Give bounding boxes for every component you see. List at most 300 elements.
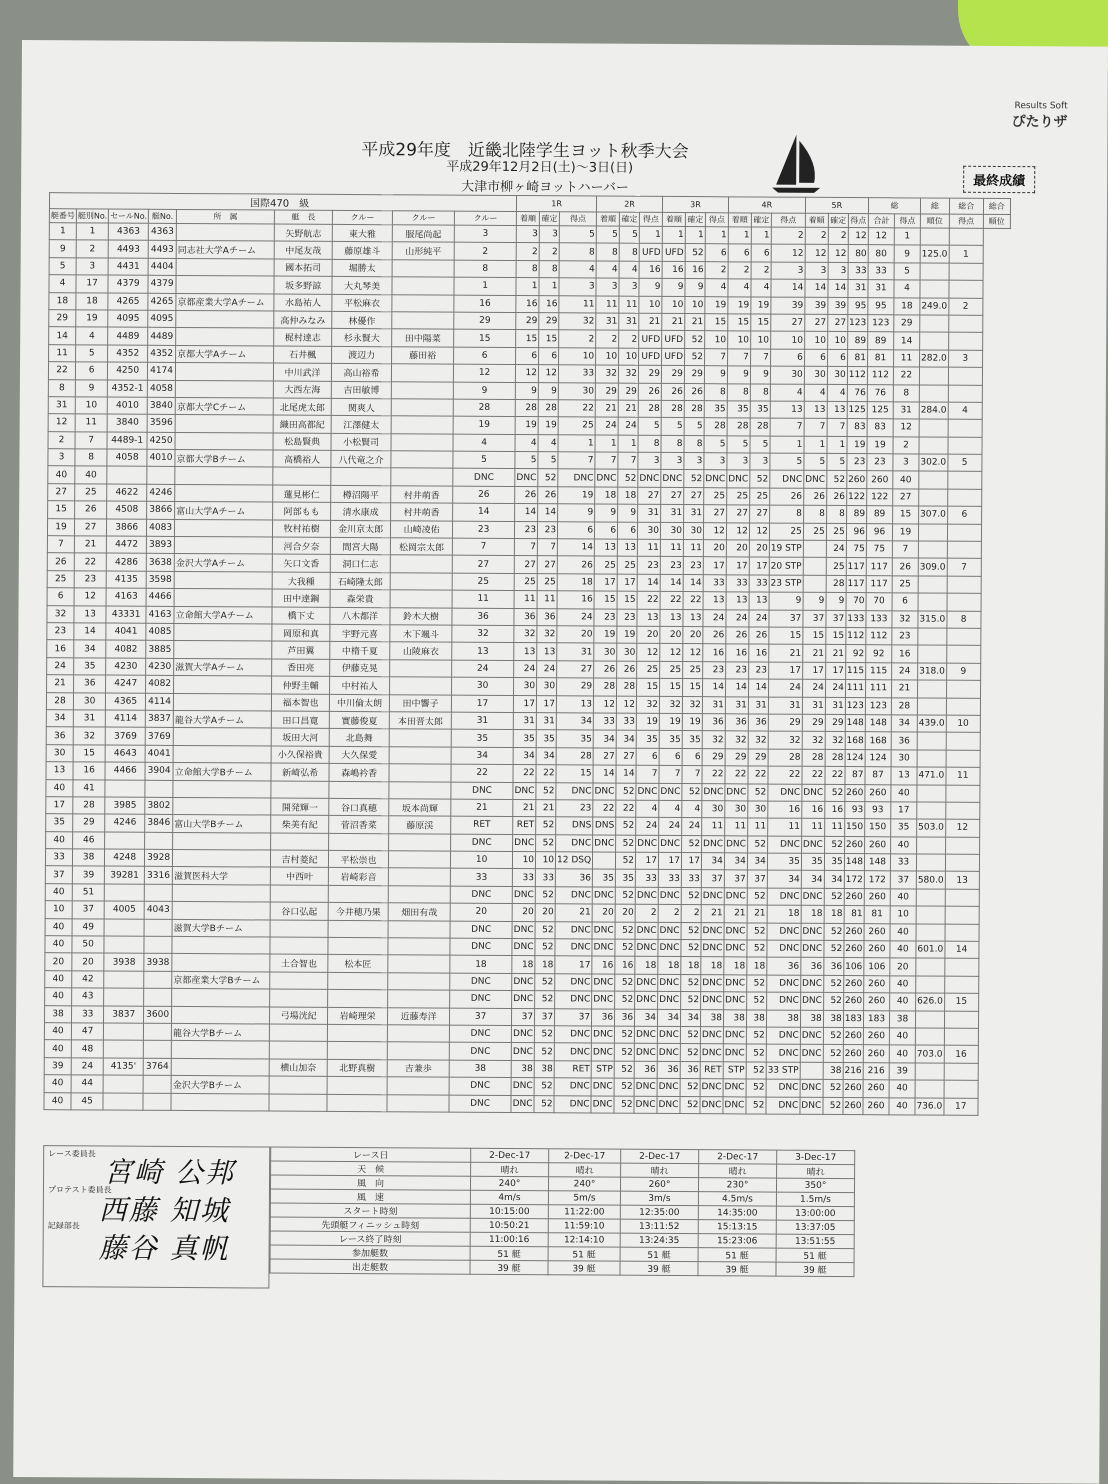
- table-cell: [175, 380, 273, 398]
- info-cell: 11:59:10: [548, 1219, 620, 1233]
- table-cell: 16: [539, 295, 559, 313]
- table-cell: [392, 277, 454, 295]
- table-cell: 11: [452, 590, 514, 608]
- table-cell: 1: [662, 226, 685, 244]
- table-cell: 28: [704, 418, 727, 436]
- table-cell: 23: [892, 628, 918, 646]
- table-cell: 18: [681, 957, 701, 975]
- table-cell: 森栄貴: [330, 590, 390, 608]
- table-cell: DNC: [658, 939, 681, 957]
- table-cell: 7: [75, 432, 107, 450]
- table-cell: RET: [513, 817, 536, 835]
- table-cell: 5: [638, 418, 661, 436]
- table-cell: [944, 1080, 978, 1098]
- info-label: 天 候: [271, 1161, 471, 1176]
- table-cell: 31: [848, 280, 868, 298]
- table-cell: 40: [889, 1028, 915, 1046]
- table-cell: 7: [892, 541, 918, 559]
- table-cell: 33 STP: [766, 1062, 800, 1080]
- table-cell: 20: [637, 626, 660, 644]
- table-cell: 87: [865, 767, 891, 785]
- table-cell: 6: [947, 506, 981, 524]
- table-cell: DNC: [451, 834, 513, 852]
- table-cell: 30: [660, 522, 683, 540]
- table-cell: [946, 646, 980, 664]
- table-cell: 18: [535, 956, 555, 974]
- table-cell: 28: [768, 749, 802, 767]
- table-cell: [946, 785, 980, 803]
- table-cell: 4493: [148, 241, 176, 259]
- table-cell: 1: [539, 278, 559, 296]
- race-5-sub-1: 確定: [828, 213, 848, 227]
- table-cell: DNC: [511, 1043, 534, 1061]
- table-cell: 3: [771, 262, 805, 280]
- info-cell: 13:00:00: [776, 1206, 854, 1220]
- table-cell: 172: [844, 871, 864, 889]
- table-cell: [387, 1094, 449, 1112]
- table-cell: DNC: [723, 992, 746, 1010]
- table-cell: 26: [75, 501, 107, 519]
- table-cell: 37: [826, 610, 846, 628]
- info-cell: 15:23:06: [698, 1234, 776, 1248]
- table-cell: [948, 437, 982, 455]
- table-cell: 123: [865, 697, 891, 715]
- table-cell: 43331: [106, 606, 146, 624]
- info-cell: 3m/s: [620, 1191, 698, 1205]
- table-cell: 4: [76, 327, 108, 345]
- info-cell: 2-Dec-17: [471, 1148, 549, 1162]
- table-cell: 111: [865, 680, 891, 698]
- table-cell: 25: [75, 484, 107, 502]
- info-cell: 晴れ: [549, 1163, 621, 1177]
- table-cell: 大久保愛: [329, 746, 389, 764]
- table-cell: [920, 263, 949, 281]
- table-cell: DNC: [450, 938, 512, 956]
- table-cell: DNC: [701, 940, 724, 958]
- table-cell: 13: [726, 592, 749, 610]
- table-cell: 52: [681, 887, 701, 905]
- table-cell: 29: [661, 366, 684, 384]
- table-cell: 21: [769, 644, 803, 662]
- table-cell: 35: [556, 730, 593, 748]
- table-cell: 4352: [108, 345, 148, 363]
- table-cell: 17: [802, 662, 825, 680]
- table-cell: [946, 698, 980, 716]
- table-cell: 11: [683, 540, 703, 558]
- table-cell: DNC: [554, 1026, 591, 1044]
- info-cell: 39 艇: [620, 1261, 698, 1275]
- table-cell: 9: [75, 379, 107, 397]
- table-cell: 18: [595, 487, 618, 505]
- table-cell: 52: [823, 1045, 843, 1063]
- table-cell: 4043: [144, 901, 172, 919]
- table-cell: 30: [702, 801, 725, 819]
- table-cell: 24: [618, 417, 638, 435]
- table-cell: 28: [594, 678, 617, 696]
- table-cell: 260: [847, 471, 867, 489]
- table-cell: 國本拓司: [274, 259, 332, 277]
- table-cell: [391, 468, 453, 486]
- table-cell: 52: [825, 784, 845, 802]
- table-cell: 28: [73, 797, 105, 815]
- table-cell: 27: [661, 487, 684, 505]
- table-cell: 52: [827, 471, 847, 489]
- table-cell: 27: [452, 556, 514, 574]
- table-cell: 19: [636, 713, 659, 731]
- table-cell: [171, 1058, 269, 1076]
- table-cell: DNC: [724, 888, 747, 906]
- table-cell: 35: [592, 869, 615, 887]
- table-cell: 17: [451, 695, 513, 713]
- table-cell: 23: [538, 521, 558, 539]
- table-cell: 31: [638, 505, 661, 523]
- info-cell: 51 艇: [470, 1246, 548, 1260]
- table-cell: DNC: [512, 921, 535, 939]
- table-cell: 106: [864, 958, 890, 976]
- table-cell: 谷口弘起: [270, 902, 328, 920]
- table-cell: 京都大学Aチーム: [176, 345, 274, 363]
- table-cell: 6: [682, 748, 702, 766]
- table-cell: [172, 902, 270, 920]
- table-cell: DNC: [700, 1044, 723, 1062]
- table-cell: 11: [946, 767, 980, 785]
- table-cell: DNC: [511, 1025, 534, 1043]
- table-cell: 32: [748, 731, 768, 749]
- table-cell: 23: [47, 623, 74, 641]
- table-cell: 4082: [146, 675, 174, 693]
- table-cell: [388, 868, 450, 886]
- table-cell: 37: [512, 1008, 535, 1026]
- table-cell: 16: [615, 957, 635, 975]
- team-total-header: 総合: [949, 198, 983, 214]
- table-cell: 龍谷大学Bチーム: [171, 1023, 269, 1041]
- table-cell: [327, 1077, 387, 1095]
- table-cell: 148: [865, 715, 891, 733]
- table-cell: 25: [660, 661, 683, 679]
- table-cell: [328, 885, 388, 903]
- info-label: スタート時刻: [270, 1203, 470, 1218]
- table-cell: 芦田翼: [272, 641, 330, 659]
- table-cell: 平松麻衣: [332, 294, 392, 312]
- table-cell: 27: [893, 489, 919, 507]
- table-cell: 52: [824, 888, 844, 906]
- table-cell: 9: [639, 278, 662, 296]
- table-cell: 122: [846, 488, 866, 506]
- table-cell: 4230: [106, 658, 146, 676]
- table-cell: 52: [824, 836, 844, 854]
- table-cell: UFD: [662, 331, 685, 349]
- table-cell: 4: [559, 261, 596, 279]
- table-cell: [145, 780, 173, 798]
- table-cell: 117: [866, 575, 892, 593]
- table-cell: 32: [73, 727, 105, 745]
- table-cell: 横山加奈: [269, 1059, 327, 1077]
- table-cell: 33: [868, 262, 894, 280]
- table-cell: 宇野元喜: [330, 624, 390, 642]
- table-cell: 38: [44, 1005, 71, 1023]
- race-5-header: 5R: [805, 197, 868, 213]
- table-cell: 52: [685, 331, 705, 349]
- table-cell: DNC: [801, 940, 824, 958]
- table-cell: 水島祐人: [274, 294, 332, 312]
- table-cell: 今井穂乃果: [328, 903, 388, 921]
- table-cell: [918, 645, 947, 663]
- table-cell: 4114: [106, 710, 146, 728]
- table-cell: 25: [769, 523, 803, 541]
- table-cell: DNC: [449, 1025, 511, 1043]
- table-cell: 15: [516, 330, 539, 348]
- table-cell: 3: [454, 225, 516, 243]
- table-cell: 17: [594, 574, 617, 592]
- table-cell: 40: [44, 1092, 71, 1110]
- table-cell: 15: [893, 506, 919, 524]
- table-cell: [918, 541, 947, 559]
- table-cell: 52: [747, 923, 767, 941]
- table-cell: 40: [889, 1097, 915, 1115]
- table-cell: 1: [618, 435, 638, 453]
- table-cell: 29: [768, 714, 802, 732]
- table-cell: 16: [768, 801, 802, 819]
- table-cell: 260: [843, 975, 863, 993]
- table-cell: 16: [454, 295, 516, 313]
- table-cell: [947, 593, 981, 611]
- table-cell: 4246: [105, 814, 145, 832]
- table-cell: 4114: [146, 693, 174, 711]
- table-cell: 36: [634, 1061, 657, 1079]
- table-cell: 33: [71, 1005, 103, 1023]
- table-cell: 36: [891, 732, 917, 750]
- table-cell: 34: [635, 1009, 658, 1027]
- table-cell: 40: [890, 836, 916, 854]
- table-cell: 40: [46, 779, 73, 797]
- table-cell: 52: [684, 348, 704, 366]
- table-cell: 4010: [147, 449, 175, 467]
- table-cell: [920, 228, 949, 246]
- table-cell: 18: [824, 906, 844, 924]
- table-cell: 4041: [145, 745, 173, 763]
- table-cell: 12: [749, 523, 769, 541]
- table-cell: 24: [659, 818, 682, 836]
- table-cell: 20: [615, 904, 635, 922]
- table-cell: 34: [891, 715, 917, 733]
- table-cell: 2: [539, 243, 559, 261]
- table-cell: 3769: [105, 727, 145, 745]
- table-cell: 34: [701, 853, 724, 871]
- table-cell: 23: [867, 454, 893, 472]
- table-cell: 20: [535, 904, 555, 922]
- table-cell: 12: [538, 365, 558, 383]
- table-cell: 4: [948, 402, 982, 420]
- table-cell: 18: [658, 957, 681, 975]
- table-cell: 橋下丈: [272, 607, 330, 625]
- table-cell: [945, 802, 979, 820]
- table-cell: [803, 575, 826, 593]
- table-cell: 27: [827, 314, 847, 332]
- table-cell: 28: [826, 575, 846, 593]
- table-cell: [387, 1042, 449, 1060]
- table-cell: 16: [592, 956, 615, 974]
- table-cell: 17: [768, 662, 802, 680]
- table-cell: 4250: [147, 432, 175, 450]
- race-1-sub-1: 確定: [539, 212, 559, 226]
- table-cell: 6: [558, 521, 595, 539]
- table-cell: 52: [747, 940, 767, 958]
- table-cell: 22: [893, 367, 919, 385]
- table-cell: 32: [452, 625, 514, 643]
- table-cell: [104, 1023, 144, 1041]
- table-cell: 28: [638, 400, 661, 418]
- table-cell: 18: [557, 574, 594, 592]
- table-cell: 阿部もも: [273, 502, 331, 520]
- table-cell: 168: [865, 732, 891, 750]
- table-cell: 14: [683, 574, 703, 592]
- table-cell: [328, 937, 388, 955]
- table-cell: 10: [45, 901, 72, 919]
- table-cell: 31: [619, 313, 639, 331]
- table-cell: 22: [637, 591, 660, 609]
- table-cell: 1: [454, 277, 516, 295]
- table-cell: 21: [662, 313, 685, 331]
- table-cell: [391, 399, 453, 417]
- table-cell: [917, 750, 946, 768]
- table-cell: 15: [637, 678, 660, 696]
- table-cell: 16: [825, 801, 845, 819]
- table-cell: 13: [617, 539, 637, 557]
- table-cell: 13: [660, 609, 683, 627]
- table-cell: 31: [825, 697, 845, 715]
- table-cell: 40: [45, 884, 72, 902]
- table-cell: 33: [726, 575, 749, 593]
- table-cell: 124: [865, 749, 891, 767]
- table-cell: 吉田敏博: [331, 381, 391, 399]
- table-cell: 菅沼香菜: [329, 816, 389, 834]
- table-cell: [919, 367, 948, 385]
- table-cell: 13: [683, 609, 703, 627]
- table-cell: 33: [635, 870, 658, 888]
- table-cell: 21: [724, 905, 747, 923]
- table-cell: 大西左海: [273, 381, 331, 399]
- table-cell: 10: [619, 348, 639, 366]
- table-cell: 35: [801, 853, 824, 871]
- table-cell: 52: [535, 921, 555, 939]
- table-cell: 9: [704, 366, 727, 384]
- brand-logo: [1011, 101, 1067, 131]
- table-cell: 92: [866, 645, 892, 663]
- table-cell: 30: [594, 643, 617, 661]
- table-cell: 30: [452, 677, 514, 695]
- table-cell: [387, 1025, 449, 1043]
- table-cell: 52: [746, 1096, 766, 1114]
- table-cell: 36: [680, 1061, 700, 1079]
- table-cell: 石井楓: [274, 346, 332, 364]
- table-cell: 52: [750, 470, 770, 488]
- table-cell: 1: [76, 223, 108, 241]
- table-cell: 八木都洋: [330, 607, 390, 625]
- table-cell: 24: [749, 610, 769, 628]
- table-cell: 開発輝一: [271, 798, 329, 816]
- table-cell: 鈴木大樹: [390, 607, 452, 625]
- table-cell: [172, 1006, 270, 1024]
- table-cell: 52: [747, 836, 767, 854]
- table-cell: 260: [864, 889, 890, 907]
- table-cell: 11: [748, 818, 768, 836]
- table-cell: 1: [728, 227, 751, 245]
- table-cell: 23: [453, 521, 515, 539]
- table-cell: 10: [750, 331, 770, 349]
- table-cell: 124: [845, 749, 865, 767]
- brand-line2: ぴたりザ: [1011, 114, 1068, 131]
- table-cell: 39: [805, 297, 828, 315]
- table-cell: 52: [534, 1095, 554, 1113]
- table-cell: 19: [594, 626, 617, 644]
- table-cell: 19: [867, 436, 893, 454]
- table-cell: 田口昌寛: [271, 711, 329, 729]
- table-cell: 畑田有哉: [388, 903, 450, 921]
- table-cell: 32: [618, 365, 638, 383]
- table-cell: 38: [700, 1009, 723, 1027]
- table-cell: 松島賢典: [273, 433, 331, 451]
- table-cell: 24: [726, 609, 749, 627]
- table-cell: 2: [828, 227, 848, 245]
- table-cell: 36: [748, 714, 768, 732]
- table-cell: [919, 385, 948, 403]
- table-cell: DNC: [592, 974, 615, 992]
- table-cell: 40: [44, 1040, 71, 1058]
- table-cell: [174, 571, 272, 589]
- table-cell: 27: [638, 487, 661, 505]
- table-cell: 35: [891, 819, 917, 837]
- table-cell: 東大雅: [332, 224, 392, 242]
- table-cell: [390, 573, 452, 591]
- table-cell: 村井萌香: [391, 486, 453, 504]
- table-cell: 35: [659, 731, 682, 749]
- table-cell: 260: [864, 993, 890, 1011]
- table-cell: [947, 576, 981, 594]
- table-cell: 52: [615, 939, 635, 957]
- table-cell: 3: [559, 278, 596, 296]
- table-cell: 2: [635, 904, 658, 922]
- table-cell: 11: [49, 344, 76, 362]
- table-cell: 福本智也: [271, 694, 329, 712]
- table-cell: 117: [866, 558, 892, 576]
- table-cell: 89: [847, 332, 867, 350]
- table-cell: 10: [890, 906, 916, 924]
- table-cell: 25: [537, 573, 557, 591]
- table-cell: 2: [705, 261, 728, 279]
- table-cell: 34: [536, 747, 556, 765]
- table-cell: 3893: [146, 536, 174, 554]
- table-cell: DNC: [634, 1026, 657, 1044]
- table-cell: 14: [725, 679, 748, 697]
- table-cell: 3866: [107, 519, 147, 537]
- table-cell: 32: [47, 605, 74, 623]
- table-cell: 7: [47, 536, 74, 554]
- table-cell: DNC: [801, 975, 824, 993]
- table-cell: 5: [515, 452, 538, 470]
- table-cell: [105, 884, 145, 902]
- table-cell: 7: [595, 452, 618, 470]
- table-cell: 4095: [148, 310, 176, 328]
- table-cell: 31: [48, 397, 75, 415]
- table-cell: 清水康成: [331, 503, 391, 521]
- table-cell: 28: [617, 678, 637, 696]
- table-cell: 4: [636, 800, 659, 818]
- table-cell: 23: [637, 557, 660, 575]
- info-row: [270, 1259, 854, 1277]
- table-cell: 260: [843, 1097, 863, 1115]
- table-cell: 30: [617, 644, 637, 662]
- table-cell: DNC: [635, 887, 658, 905]
